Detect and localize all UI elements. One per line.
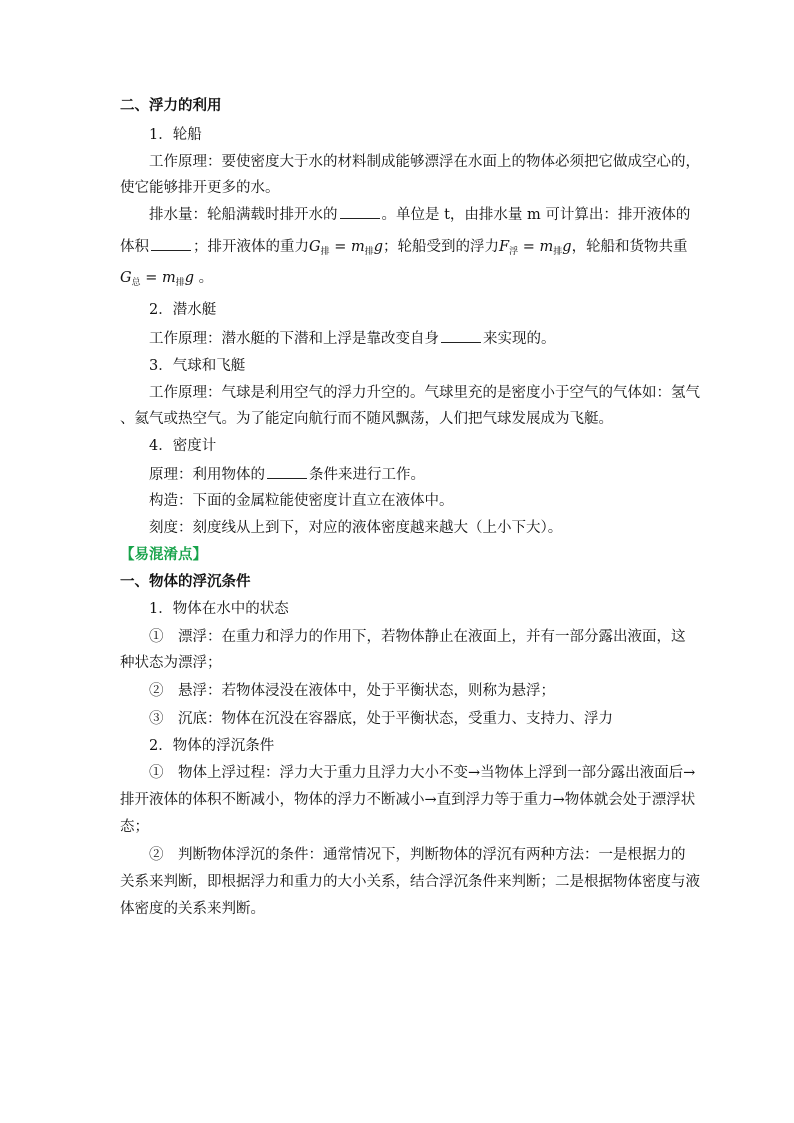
submarine-principle [149,328,709,349]
fill-blank-1[interactable] [340,204,380,219]
judge-condition-line3: 体密度的关系来判断。 [120,901,265,917]
subheading-submarine: 2．潜水艇 [149,302,217,318]
displacement-text-c: 体积 [120,239,149,255]
state-floating-line2: 种状态为漂浮； [120,655,222,671]
displacement-end: 。 [194,270,214,286]
state-floating-line1: ① 漂浮：在重力和浮力的作用下，若物体静止在液面上，并有一部分露出液面，这 [149,629,686,645]
displacement-text-d: ；排开液体的重力 [193,239,309,255]
hydrometer-scale: 刻度：刻度线从上到下，对应的液体密度越来越大（上小下大）。 [149,520,563,536]
fill-blank-2[interactable] [151,236,191,251]
section-heading-buoyancy-use: 二、浮力的利用 [120,98,222,114]
formula-gravity-displaced: $G_排 = m_排g$ [309,239,384,257]
subheading-balloon: 3．气球和飞艇 [149,358,246,374]
rising-process-line1: ① 物体上浮过程：浮力大于重力且浮力大小不变→当物体上浮到一部分露出液面后→ [149,765,696,781]
hydrometer-structure: 构造：下面的金属粒能使密度计直立在液体中。 [149,493,454,509]
subheading-states: 1．物体在水中的状态 [149,601,289,617]
judge-condition-line2: 关系来判断，即根据浮力和重力的大小关系，结合浮沉条件来判断；二是根据物体密度与液 [120,874,700,890]
displacement-text-f: ，轮船和货物共重 [571,239,688,255]
displacement-line1 [149,204,709,225]
displacement-text-b: 。单位是 t，由排水量 m 可计算出：排开液体的 [381,207,691,223]
formula-buoyant-force: $F_浮 = m_排g$ [499,239,572,257]
state-sunk: ③ 沉底：物体在沉没在容器底，处于平衡状态，受重力、支持力、浮力 [149,711,613,727]
hydrometer-text-a: 原理：利用物体的 [149,467,265,483]
displacement-text-a: 排水量：轮船满载时排开水的 [149,207,338,223]
subheading-conditions: 2．物体的浮沉条件 [149,738,275,754]
subheading-hydrometer: 4．密度计 [149,438,217,454]
balloon-principle-line1: 工作原理：气球是利用空气的浮力升空的。气球里充的是密度小于空气的气体如：氢气 [149,385,700,401]
displacement-line2 [120,236,688,262]
confusing-points-heading: 【易混淆点】 [120,547,207,563]
fill-blank-3[interactable] [441,328,481,343]
displacement-line3 [120,268,680,293]
ship-principle-line1: 工作原理：要使密度大于水的材料制成能够漂浮在水面上的物体必须把它做成空心的， [149,154,700,170]
hydrometer-text-b: 条件来进行工作。 [309,467,425,483]
state-suspended: ② 悬浮：若物体浸没在液体中，处于平衡状态，则称为悬浮； [149,683,555,699]
submarine-text-b: 来实现的。 [483,331,556,347]
displacement-text-e: ；轮船受到的浮力 [383,239,500,255]
section-heading-float-sink: 一、物体的浮沉条件 [120,574,251,590]
rising-process-line3: 态； [120,819,149,835]
fill-blank-4[interactable] [267,464,307,479]
rising-process-line2: 排开液体的体积不断减小，物体的浮力不断减小→直到浮力等于重力→物体就会处于漂浮状 [120,792,696,808]
formula-total-weight: $G_总 = m_排g$ [120,270,195,288]
balloon-principle-line2: 、氦气或热空气。为了能定向航行而不随风飘荡，人们把气球发展成为飞艇。 [120,411,613,427]
subheading-ship: 1．轮船 [149,127,202,143]
hydrometer-principle [149,464,709,485]
ship-principle-line2: 使它能够排开更多的水。 [120,180,280,196]
judge-condition-line1: ② 判断物体浮沉的条件：通常情况下，判断物体的浮沉有两种方法：一是根据力的 [149,847,686,863]
submarine-text-a: 工作原理：潜水艇的下潜和上浮是靠改变自身 [149,331,439,347]
